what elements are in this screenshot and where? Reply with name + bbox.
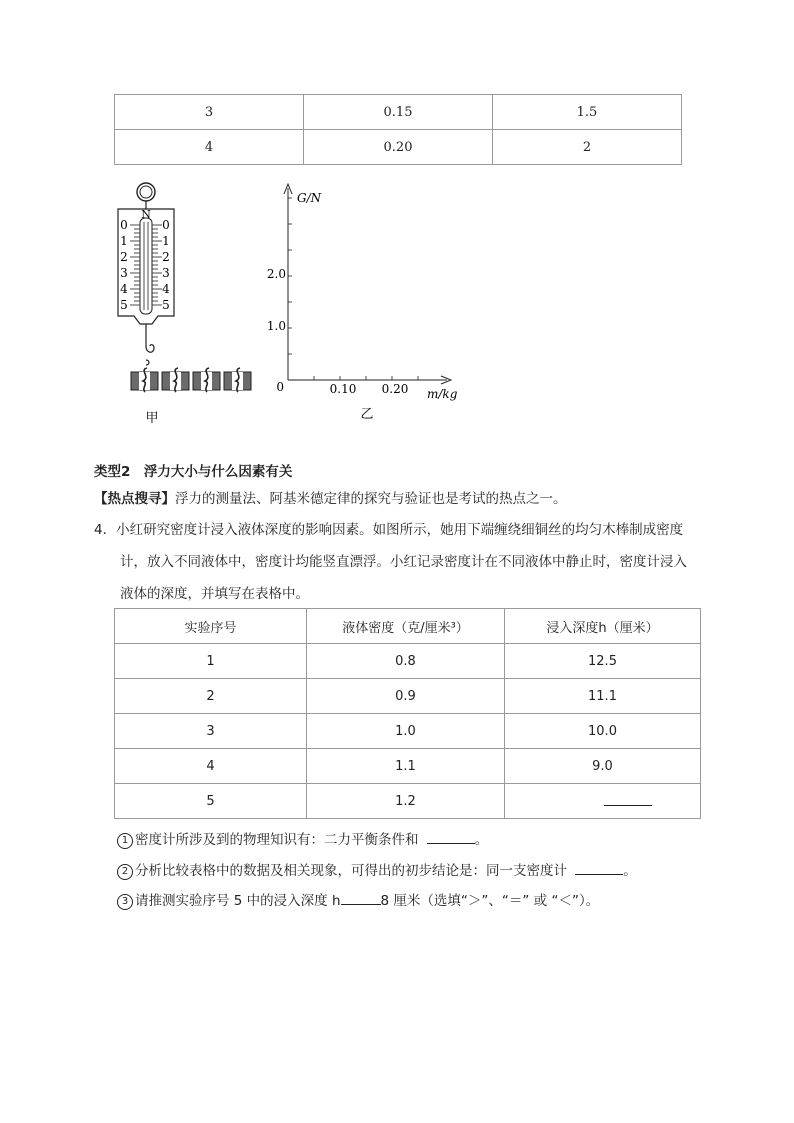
scale-number: 4 — [120, 282, 128, 296]
answer-blank[interactable] — [604, 793, 652, 806]
table-cell: 1 — [115, 644, 307, 679]
table-row — [115, 749, 701, 784]
table-cell: 4 — [115, 130, 304, 165]
scale-number: 2 — [120, 250, 128, 264]
y-tick-label: 1.0 — [266, 319, 286, 333]
scale-number: 2 — [162, 250, 170, 264]
table-cell: 3 — [115, 95, 304, 130]
table-cell: 1.2 — [307, 784, 505, 819]
table-row — [115, 130, 682, 165]
table-cell: 1.1 — [307, 749, 505, 784]
hot-spot-paragraph — [94, 487, 567, 507]
table-cell: 0.20 — [304, 130, 493, 165]
table-cell: 9.0 — [505, 749, 701, 784]
scale-number: 3 — [120, 266, 128, 280]
table-cell: 0.9 — [307, 679, 505, 714]
table-cell: 3 — [115, 714, 307, 749]
table-header: 浸入深度h（厘米） — [505, 609, 701, 644]
table-cell: 12.5 — [505, 644, 701, 679]
sub-question-1: 1 密度计所涉及到的物理知识有：二力平衡条件和 。 — [117, 828, 488, 849]
circled-number: 1 — [117, 833, 133, 849]
section-title: 类型2 浮力大小与什么因素有关 — [94, 464, 293, 480]
scale-number: 3 — [162, 266, 170, 280]
x-tick-label: 0.20 — [381, 382, 409, 396]
figure-label-jia: 甲 — [145, 411, 159, 426]
table-cell: 5 — [115, 784, 307, 819]
table-row — [115, 714, 701, 749]
y-tick-label: 2.0 — [266, 267, 286, 281]
answer-blank-cell[interactable] — [505, 784, 701, 819]
answer-blank[interactable] — [341, 892, 381, 905]
scale-number: 0 — [120, 218, 128, 232]
scale-number: 1 — [120, 234, 128, 248]
hot-spot-text: 浮力的测量法、阿基米德定律的探究与验证也是考试的热点之一。 — [175, 491, 567, 507]
scale-number: 5 — [120, 298, 128, 312]
x-tick-label: 0.10 — [329, 382, 357, 396]
answer-blank[interactable] — [427, 831, 475, 844]
answer-blank[interactable] — [575, 862, 623, 875]
table-header: 实验序号 — [115, 609, 307, 644]
table-cell: 0.8 — [307, 644, 505, 679]
question-4-line-1: 4．小红研究密度计浸入液体深度的影响因素。如图所示，她用下端缠绕细铜丝的均匀木棒制成密度 — [94, 522, 684, 538]
g-m-graph — [255, 180, 475, 425]
sub-question-3: 3 请推测实验序号 5 中的浸入深度 h 8 厘米（选填“＞”、“＝” 或 “＜”）。 — [117, 889, 599, 910]
question-4-line-2: 计，放入不同液体中，密度计均能竖直漂浮。小红记录密度计在不同液体中静止时，密度计浸入 — [120, 554, 687, 570]
table-cell: 1.5 — [493, 95, 682, 130]
scale-number: 1 — [162, 234, 170, 248]
table-row — [115, 784, 701, 819]
figure-label-yi: 乙 — [360, 407, 374, 422]
table-cell: 11.1 — [505, 679, 701, 714]
table-row — [115, 679, 701, 714]
table-cell: 2 — [115, 679, 307, 714]
table-cell: 0.15 — [304, 95, 493, 130]
table-cell: 2 — [493, 130, 682, 165]
table-cell: 1.0 — [307, 714, 505, 749]
scale-number: 0 — [162, 218, 170, 232]
table-header: 液体密度（克/厘米³） — [307, 609, 505, 644]
hook-weights — [131, 368, 251, 392]
scale-number: 5 — [162, 298, 170, 312]
y-axis-label: G/N — [297, 191, 322, 205]
scale-letter: N — [141, 208, 151, 221]
x-axis-label: m/kg — [427, 387, 458, 401]
circled-number: 3 — [117, 894, 133, 910]
question-4-line-3: 液体的深度，并填写在表格中。 — [120, 586, 309, 602]
hook-icon — [146, 324, 154, 352]
scale-number: 4 — [162, 282, 170, 296]
sub-question-2: 2 分析比较表格中的数据及相关现象，可得出的初步结论是：同一支密度计 。 — [117, 859, 637, 880]
table-header-row — [115, 609, 701, 644]
table-row — [115, 644, 701, 679]
previous-data-table — [114, 94, 682, 165]
table-row — [115, 95, 682, 130]
origin-label: 0 — [276, 380, 284, 394]
spring-scale-figure — [100, 178, 270, 428]
table-cell: 10.0 — [505, 714, 701, 749]
table-cell: 4 — [115, 749, 307, 784]
hot-spot-label: 【热点搜寻】 — [94, 491, 175, 507]
circled-number: 2 — [117, 864, 133, 880]
density-data-table — [114, 608, 701, 819]
